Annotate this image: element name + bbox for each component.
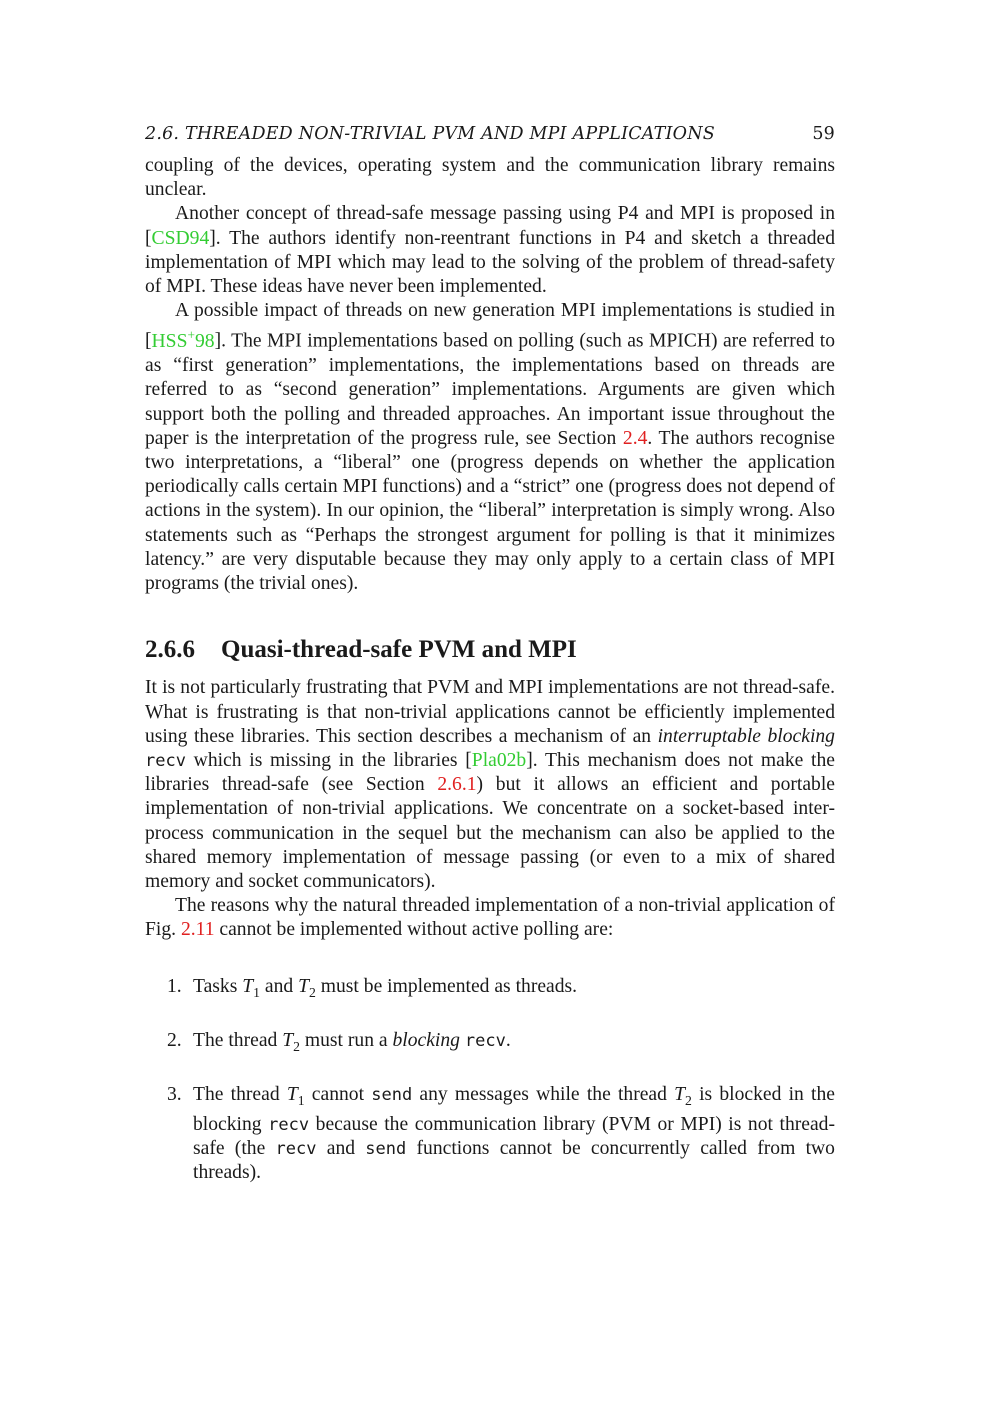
list-item-3-text-d: is blocked in the blocking	[193, 1083, 835, 1135]
list-item	[145, 975, 835, 1005]
code-recv: recv	[464, 1030, 506, 1051]
math-t1-subscript: 1	[253, 984, 261, 1000]
list-item-1-text-b: and	[260, 975, 299, 997]
math-t2	[282, 1029, 300, 1054]
paragraph-3-text-b: ]. The MPI implementations based on polling (such as MPICH) are referred to as “first generation” implementations, the implementations based on threads are referred to as “second generation” implementations. Arguments are given which support both the polling and threaded approaches. An important issue throughout the paper is the interpretation of the progress rule, see Section	[145, 330, 835, 449]
list-item-1-text-a: Tasks	[193, 975, 243, 997]
code-send: send	[365, 1139, 407, 1160]
math-t2-subscript: 2	[309, 984, 316, 1000]
running-title: 2.6. THREADED NON-TRIVIAL PVM AND MPI APPLICATIONS	[145, 124, 715, 144]
citation-hss98-sup: +	[187, 327, 195, 343]
page-number: 59	[812, 124, 835, 144]
paragraph-5	[145, 894, 835, 942]
list-item-3-text-a: The thread	[193, 1083, 287, 1105]
code-recv: recv	[268, 1114, 310, 1135]
paragraph-2-text-b: ]. The authors identify non-reentrant functions in P4 and sketch a threaded implementation of MPI which may lead to the solving of the problem of thread-safety of MPI. These ideas have never been implemented.	[145, 227, 835, 298]
math-t1	[242, 975, 261, 1000]
list-item-number: 2.	[167, 1029, 182, 1051]
math-t2-symbol: T	[282, 1029, 294, 1051]
list-item-2-text-c: .	[505, 1029, 511, 1051]
paragraph-4-text-d: ) but it allows an efficient and portable implementation of non-trivial applications. We concentrate on a socket-based inter-process communication in the sequel but the mechanism can also be applied to the shared memory implementation of message passing (or even to a mix of shared memory and socket communicators).	[145, 774, 835, 893]
section-ref-2-4[interactable]: 2.4	[622, 427, 648, 449]
paragraph-5-text-a: The reasons why the natural threaded implementation of a non-trivial application of Fig.	[145, 895, 835, 941]
paragraph-3-text-a: A possible impact of threads on new generation MPI implementations is studied in [	[145, 300, 835, 352]
code-send: send	[371, 1084, 413, 1105]
code-recv: recv	[275, 1139, 317, 1160]
citation-csd94[interactable]: CSD94	[151, 227, 210, 249]
paragraph-4-text-a: It is not particularly frustrating that PVM and MPI implementations are not thread-safe. What is frustrating is that non-trivial applications cannot be efficiently implemented using these libraries. This section describes a mechanism of an	[145, 677, 835, 747]
page	[145, 118, 835, 1210]
list-item-3-text-f: and	[316, 1138, 366, 1160]
list-item-3-text-g: functions cannot be concurrently called from two threads).	[193, 1138, 835, 1184]
math-t2-symbol: T	[674, 1083, 686, 1105]
list-item	[145, 1029, 835, 1059]
citation-pla02b[interactable]: Pla02b	[471, 750, 527, 771]
list-item-text	[193, 975, 835, 1005]
section-title: Quasi-thread-safe PVM and MPI	[221, 636, 577, 664]
math-t2-symbol: T	[298, 975, 310, 997]
emphasis-interruptable-blocking: interruptable blocking	[657, 725, 835, 747]
list-item-text	[193, 1029, 835, 1059]
list-item-1-text-c: must be implemented as threads.	[315, 975, 578, 997]
paragraph-4-text-b: which is missing in the libraries [	[185, 750, 472, 771]
paragraph-2-text-a: Another concept of thread-safe message passing using P4 and MPI is proposed in [	[145, 203, 835, 249]
emphasis-blocking: blocking	[392, 1029, 460, 1051]
math-t2-subscript: 2	[293, 1038, 300, 1054]
math-t2-subscript: 2	[685, 1092, 692, 1108]
figure-ref-2-11[interactable]: 2.11	[180, 919, 215, 941]
code-recv: recv	[145, 751, 186, 771]
reasons-list	[145, 975, 835, 1186]
list-item-3-text-c: any messages while the thread	[412, 1083, 675, 1105]
citation-hss98-label: HSS	[151, 330, 188, 352]
list-item-3-text-e: because the communication library (PVM or MPI) is not thread-safe (the	[193, 1113, 835, 1160]
citation-hss98[interactable]	[151, 327, 215, 352]
paragraph-3-text-c: . The authors recognise two interpretations, a “liberal” one (progress depends on whether the application periodically calls certain MPI functions) and a “strict” one (progress does not depend of actions in the system). In our opinion, the “liberal” interpretation is simply wrong. Also statements such as “Perhaps the strongest argument for polling is that it minimizes latency.” are very disputable because they may only apply to a certain class of MPI programs (the trivial ones).	[145, 427, 835, 594]
section-heading	[145, 638, 835, 662]
math-t1-symbol: T	[242, 975, 254, 997]
list-item-2-text-b: must run a	[299, 1029, 393, 1051]
list-item-text	[193, 1083, 835, 1186]
math-t2	[298, 975, 316, 1000]
list-item-number: 1.	[167, 975, 182, 997]
list-item-3-text-b: cannot	[304, 1083, 372, 1105]
section-ref-2-6-1[interactable]: 2.6.1	[437, 774, 477, 796]
list-item-number: 3.	[167, 1083, 182, 1105]
body-text	[145, 154, 835, 1186]
list-item-2-text-a: The thread	[193, 1029, 283, 1051]
math-t2	[674, 1083, 692, 1108]
paragraph-4	[145, 676, 835, 894]
math-t1-subscript: 1	[297, 1092, 305, 1108]
section-number: 2.6.6	[145, 636, 195, 664]
paragraph-4-text-c: ]. This mechanism does not make the libraries thread-safe (see Section	[145, 750, 835, 796]
math-t1-symbol: T	[286, 1083, 298, 1105]
paragraph-3	[145, 299, 835, 596]
list-item	[145, 1083, 835, 1186]
paragraph-5-text-b: cannot be implemented without active polling are:	[214, 919, 614, 941]
paragraph-1-text: coupling of the devices, operating system and the communication library remains unclear.	[145, 155, 835, 201]
math-t1	[286, 1083, 305, 1108]
citation-hss98-year: 98	[195, 330, 215, 352]
paragraph-1	[145, 154, 835, 202]
paragraph-2	[145, 202, 835, 299]
running-header	[145, 118, 835, 154]
